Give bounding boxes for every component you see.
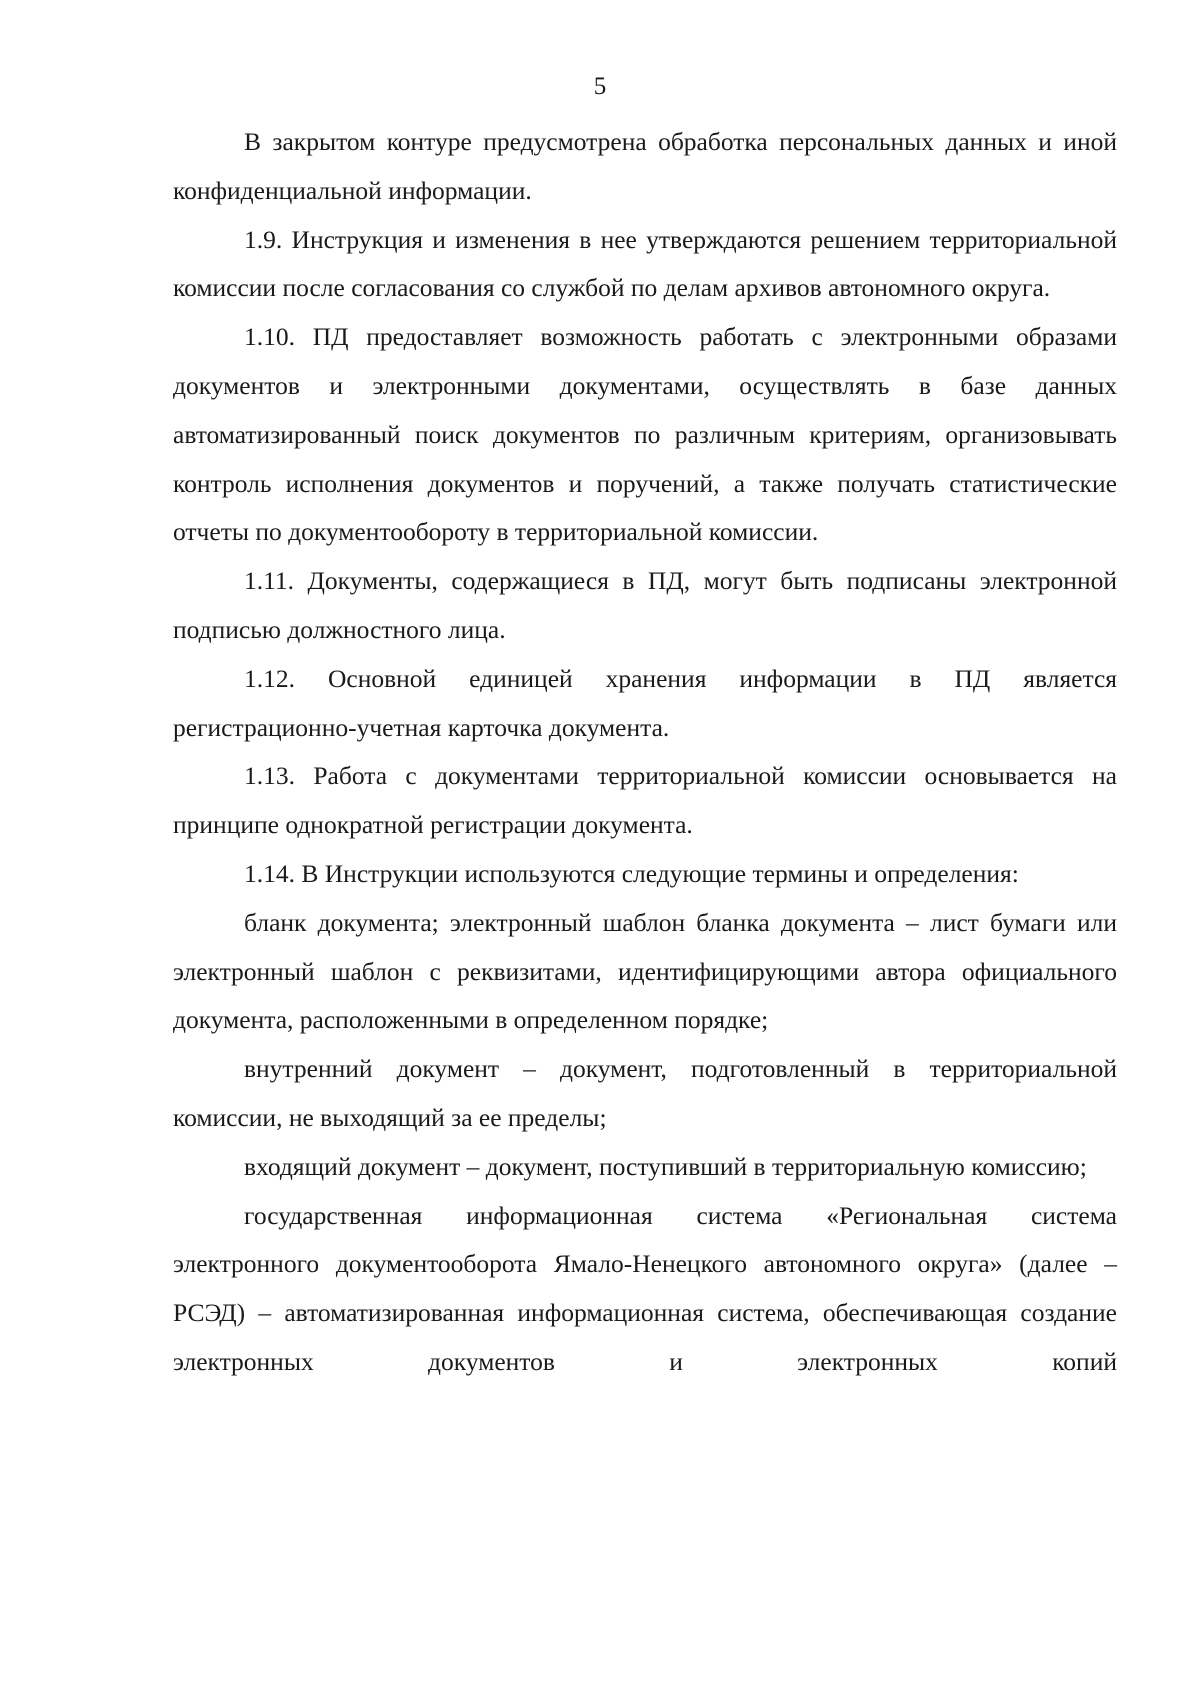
definition-incoming-document: входящий документ – документ, поступивший в территориальную комиссию; xyxy=(244,1151,1087,1181)
document-body xyxy=(173,118,1117,1387)
paragraph-closed-contour: В закрытом контуре предусмотрена обработка персональных данных и иной конфиденциальной информации. xyxy=(173,127,1117,205)
paragraph-1-14: 1.14. В Инструкции используются следующие термины и определения: xyxy=(244,858,1019,888)
definition-rsed: государственная информационная система «Региональная система электронного документооборота Ямало-Ненецкого автономного округа» (далее – РСЭД) – автоматизированная информационная система, обеспечивающая создание электронных документов и электронных копий xyxy=(173,1200,1117,1376)
page-number: 5 xyxy=(593,73,607,100)
paragraph-1-10: 1.10. ПД предоставляет возможность работать с электронными образами документов и электронными документами, осуществлять в базе данных автоматизированный поиск документов по различным критериям, организовывать контроль исполнения документов и поручений, а также получать статистические отчеты по документообороту в территориальной комиссии. xyxy=(173,322,1117,547)
paragraph-1-11: 1.11. Документы, содержащиеся в ПД, могут быть подписаны электронной подписью должностного лица. xyxy=(173,566,1117,644)
definition-internal-document: внутренний документ – документ, подготовленный в территориальной комиссии, не выходящий за ее пределы; xyxy=(173,1054,1117,1132)
paragraph-1-9: 1.9. Инструкция и изменения в нее утверждаются решением территориальной комиссии после согласования со службой по делам архивов автономного округа. xyxy=(173,224,1117,303)
paragraph-1-13: 1.13. Работа с документами территориальной комиссии основывается на принципе однократной регистрации документа. xyxy=(173,761,1117,840)
paragraph-1-12: 1.12. Основной единицей хранения информации в ПД является регистрационно-учетная карточка документа. xyxy=(173,663,1117,742)
definition-document-form: бланк документа; электронный шаблон бланка документа – лист бумаги или электронный шаблон с реквизитами, идентифицирующими автора официального документа, расположенными в определенном порядке; xyxy=(173,907,1117,1035)
